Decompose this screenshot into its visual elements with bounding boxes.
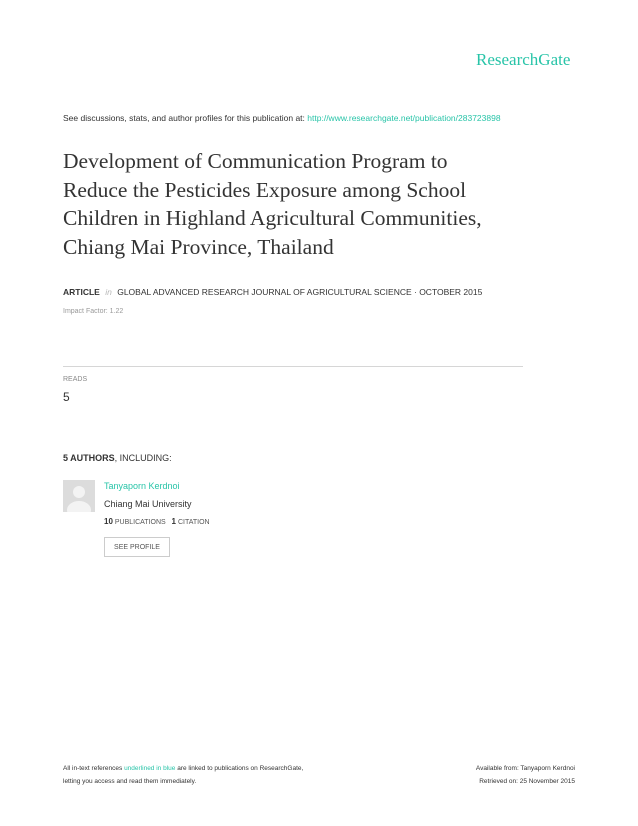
- reads-count: 5: [63, 390, 70, 404]
- discussion-text: See discussions, stats, and author profiles for this publication at:: [63, 113, 305, 123]
- avatar[interactable]: [63, 480, 95, 512]
- researchgate-logo[interactable]: ResearchGate: [476, 50, 571, 69]
- footer-text: letting you access and read them immediately.: [63, 778, 197, 785]
- publications-label: PUBLICATIONS: [114, 519, 166, 526]
- authors-count: 5 AUTHORS: [63, 453, 115, 463]
- footer-text: All in-text references: [63, 765, 123, 772]
- footer-underlined-note: underlined in blue: [124, 765, 176, 772]
- in-label: in: [105, 287, 112, 297]
- title-line: Chiang Mai Province, Thailand: [63, 234, 334, 259]
- retrieved-on: Retrieved on: 25 November 2015: [479, 778, 575, 785]
- footer-availability: [476, 762, 575, 788]
- title-line: Children in Highland Agricultural Communities,: [63, 206, 482, 230]
- default-avatar-icon: [63, 480, 95, 512]
- divider: [63, 366, 523, 367]
- title-line: Development of Communication Program to: [63, 149, 448, 173]
- publication-link[interactable]: http://www.researchgate.net/publication/283723898: [307, 113, 501, 123]
- discussion-notice: [63, 113, 501, 123]
- author-stats: [104, 517, 210, 526]
- see-profile-button[interactable]: SEE PROFILE: [104, 537, 170, 557]
- publication-type: ARTICLE: [63, 287, 100, 297]
- available-from: Available from: Tanyaporn Kerdnoi: [475, 765, 575, 772]
- publications-count: 10: [104, 517, 113, 526]
- author-name[interactable]: Tanyaporn Kerdnoi: [104, 481, 180, 491]
- authors-heading: [63, 453, 172, 463]
- author-institution: Chiang Mai University: [104, 499, 192, 509]
- publication-meta: [63, 287, 482, 297]
- citations-count: 1: [171, 517, 176, 526]
- publication-title: [63, 147, 583, 261]
- authors-suffix: , INCLUDING:: [114, 453, 172, 463]
- citations-label: CITATION: [177, 519, 210, 526]
- journal-name[interactable]: GLOBAL ADVANCED RESEARCH JOURNAL OF AGRICULTURAL SCIENCE · OCTOBER 2015: [117, 287, 483, 297]
- footer-references-note: [63, 762, 303, 788]
- reads-label: READS: [63, 376, 88, 383]
- impact-factor: Impact Factor: 1.22: [63, 308, 124, 315]
- footer-text: are linked to publications on ResearchGate,: [177, 765, 304, 772]
- title-line: Reduce the Pesticides Exposure among School: [63, 177, 467, 202]
